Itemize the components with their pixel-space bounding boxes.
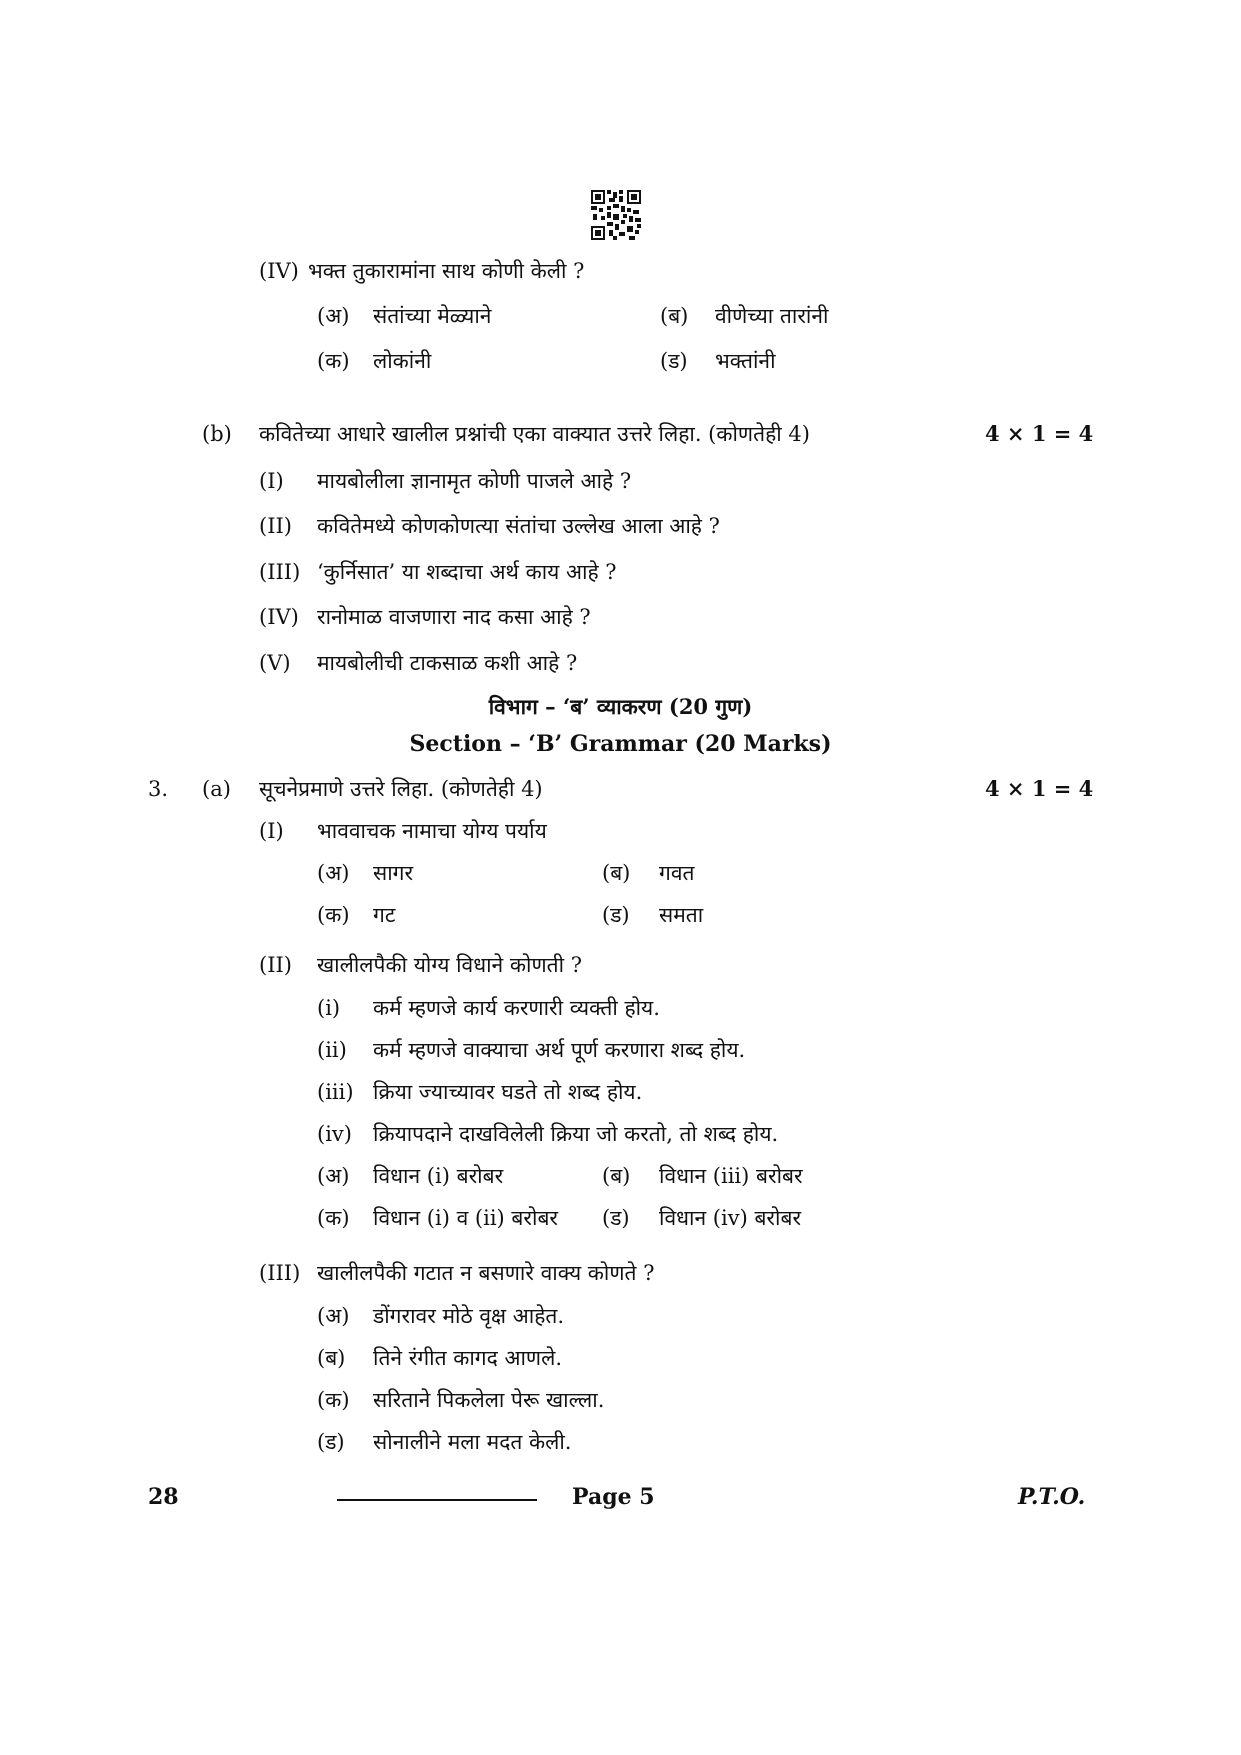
question-number: (IV): [259, 259, 299, 283]
option-text: समता: [659, 903, 704, 927]
statement-text: क्रियापदाने दाखविलेली क्रिया जो करतो, तो शब्द होय.: [373, 1122, 779, 1146]
pto-label: P.T.O.: [1018, 1484, 1086, 1510]
question-number: (III): [259, 560, 301, 584]
option-label: (ड): [602, 903, 630, 927]
question-text: भक्त तुकारामांना साथ कोणी केली ?: [308, 259, 585, 283]
question-number: (V): [259, 651, 291, 675]
part-instruction: कवितेच्या आधारे खालील प्रश्नांची एका वाक्यात उत्तरे लिहा. (कोणतेही 4): [259, 422, 810, 446]
section-title-marathi: विभाग – ‘ब’ व्याकरण (20 गुण): [488, 694, 753, 719]
part-instruction: सूचनेप्रमाणे उत्तरे लिहा. (कोणतेही 4): [259, 777, 543, 801]
statement-number: (ii): [317, 1038, 347, 1062]
option-label: (ब): [602, 1164, 631, 1188]
option-text: गट: [373, 903, 396, 927]
statement-text: क्रिया ज्याच्यावर घडते तो शब्द होय.: [373, 1080, 643, 1104]
statement-number: (iii): [317, 1080, 354, 1104]
question-number: (I): [259, 819, 284, 843]
option-text: सागर: [373, 861, 414, 885]
option-label: (अ): [317, 861, 350, 885]
option-label: (अ): [317, 1304, 350, 1328]
statement-number: (i): [317, 996, 341, 1020]
question-text: रानोमाळ वाजणारा नाद कसा आहे ?: [317, 605, 591, 629]
option-label: (क): [317, 903, 350, 927]
option-text: सरिताने पिकलेला पेरू खाल्ला.: [373, 1388, 605, 1412]
question-number: (II): [259, 953, 292, 977]
statement-text: कर्म म्हणजे वाक्याचा अर्थ पूर्ण करणारा शब्द होय.: [373, 1038, 746, 1062]
option-text: तिने रंगीत कागद आणले.: [373, 1346, 563, 1370]
option-text: विधान (iv) बरोबर: [659, 1206, 802, 1230]
option-label: (क): [317, 349, 350, 373]
question-number: (III): [259, 1261, 301, 1285]
question-number: (I): [259, 469, 284, 493]
option-text: विधान (i) बरोबर: [373, 1164, 504, 1188]
option-label: (क): [317, 1388, 350, 1412]
qr-code: [591, 190, 641, 240]
page-number: Page 5: [572, 1484, 655, 1510]
marks: 4 × 1 = 4: [985, 776, 1094, 801]
option-label: (अ): [317, 304, 350, 328]
paper-code: 28: [148, 1484, 179, 1510]
question-text: कवितेमध्ये कोणकोणत्या संतांचा उल्लेख आला आहे ?: [317, 514, 720, 538]
question-text: खालीलपैकी गटात न बसणारे वाक्य कोणते ?: [317, 1261, 655, 1285]
question-number: (IV): [259, 605, 299, 629]
option-text: गवत: [659, 861, 695, 885]
option-text: संतांच्या मेळ्याने: [373, 304, 492, 328]
statement-text: कर्म म्हणजे कार्य करणारी व्यक्ती होय.: [373, 996, 660, 1020]
section-title-english: Section – ‘B’ Grammar (20 Marks): [409, 731, 832, 757]
option-label: (ब): [602, 861, 631, 885]
option-text: विधान (i) व (ii) बरोबर: [373, 1206, 559, 1230]
question-text: मायबोलीची टाकसाळ कशी आहे ?: [317, 651, 578, 675]
option-text: लोकांनी: [373, 349, 432, 373]
option-label: (क): [317, 1206, 350, 1230]
option-text: सोनालीने मला मदत केली.: [373, 1430, 572, 1454]
question-text: ‘कुर्निसात’ या शब्दाचा अर्थ काय आहे ?: [317, 560, 617, 584]
question-text: खालीलपैकी योग्य विधाने कोणती ?: [317, 953, 582, 977]
option-text: भक्तांनी: [715, 349, 776, 373]
option-label: (ड): [602, 1206, 630, 1230]
question-number: (II): [259, 514, 292, 538]
question-main-number: 3.: [148, 777, 169, 801]
option-label: (ब): [317, 1346, 346, 1370]
option-text: वीणेच्या तारांनी: [715, 304, 829, 328]
option-text: डोंगरावर मोठे वृक्ष आहेत.: [373, 1304, 565, 1328]
part-label: (b): [202, 422, 232, 446]
option-label: (ड): [660, 349, 688, 373]
option-label: (ड): [317, 1430, 345, 1454]
question-text: मायबोलीला ज्ञानामृत कोणी पाजले आहे ?: [317, 469, 632, 493]
marks: 4 × 1 = 4: [985, 421, 1094, 446]
question-text: भाववाचक नामाचा योग्य पर्याय: [317, 819, 547, 843]
option-label: (अ): [317, 1164, 350, 1188]
statement-number: (iv): [317, 1122, 352, 1146]
option-text: विधान (iii) बरोबर: [659, 1164, 803, 1188]
footer-divider: [337, 1499, 537, 1501]
option-label: (ब): [660, 304, 689, 328]
part-label: (a): [202, 777, 231, 801]
